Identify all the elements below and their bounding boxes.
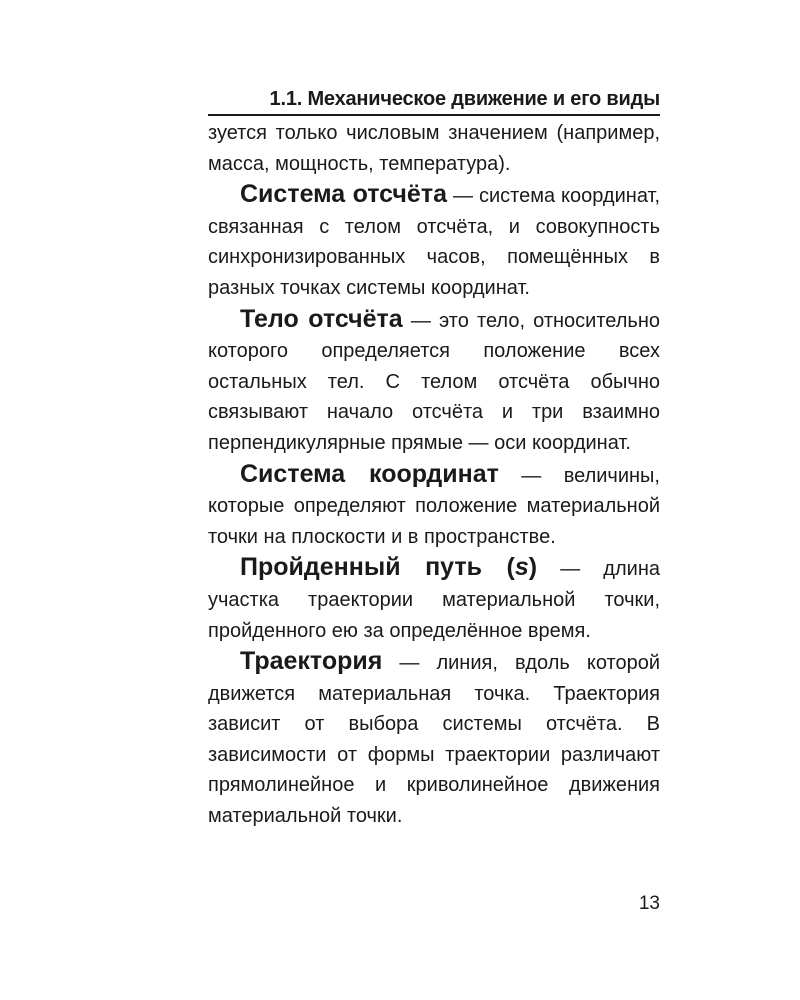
definition-text: — длина участка траектории материальной точки, пройденного ею за определённое время. — [208, 558, 660, 642]
term: Система координат — [240, 459, 499, 488]
definition-text: — величины, которые определяют положение материальной точки на плоскости и в пространстве. — [208, 464, 660, 548]
term: Тело отсчёта — [240, 304, 403, 333]
definition-distance-travelled — [208, 552, 660, 646]
running-header: 1.1. Механическое движение и его виды — [208, 86, 660, 116]
definition-reference-body — [208, 304, 660, 459]
term: Система отсчёта — [240, 180, 447, 209]
book-page — [208, 86, 660, 832]
term-paren-open: ( — [482, 553, 515, 582]
body-text — [208, 118, 660, 832]
definition-coordinate-system — [208, 459, 660, 553]
definition-text: — это тело, относительно которого определяется положение всех остальных тел. С телом отсчёта обычно связывают начало отсчёта и три взаимно перпендикулярные прямые — оси координат. — [208, 309, 660, 454]
term: Пройденный путь — [240, 553, 482, 582]
definition-text: — система координат, связанная с телом отсчёта, и совокупность синхронизированных часов, помещённых в разных точках системы координат. — [208, 185, 661, 299]
paragraph-text: зуется только числовым значением (например, масса, мощность, температура). — [208, 122, 660, 175]
page-number: 13 — [638, 893, 660, 914]
term: Траектория — [240, 647, 383, 676]
definition-trajectory — [208, 646, 660, 832]
paragraph-continuation — [208, 118, 660, 179]
term-paren-close: ) — [528, 553, 538, 582]
definition-text: — линия, вдоль которой движется материальная точка. Траектория зависит от выбора системы отсчёта. В зависимости от формы траектории различают прямолинейное и криволинейное движения материальной точки. — [208, 652, 660, 828]
definition-reference-system — [208, 179, 660, 303]
term-symbol: s — [514, 553, 529, 582]
